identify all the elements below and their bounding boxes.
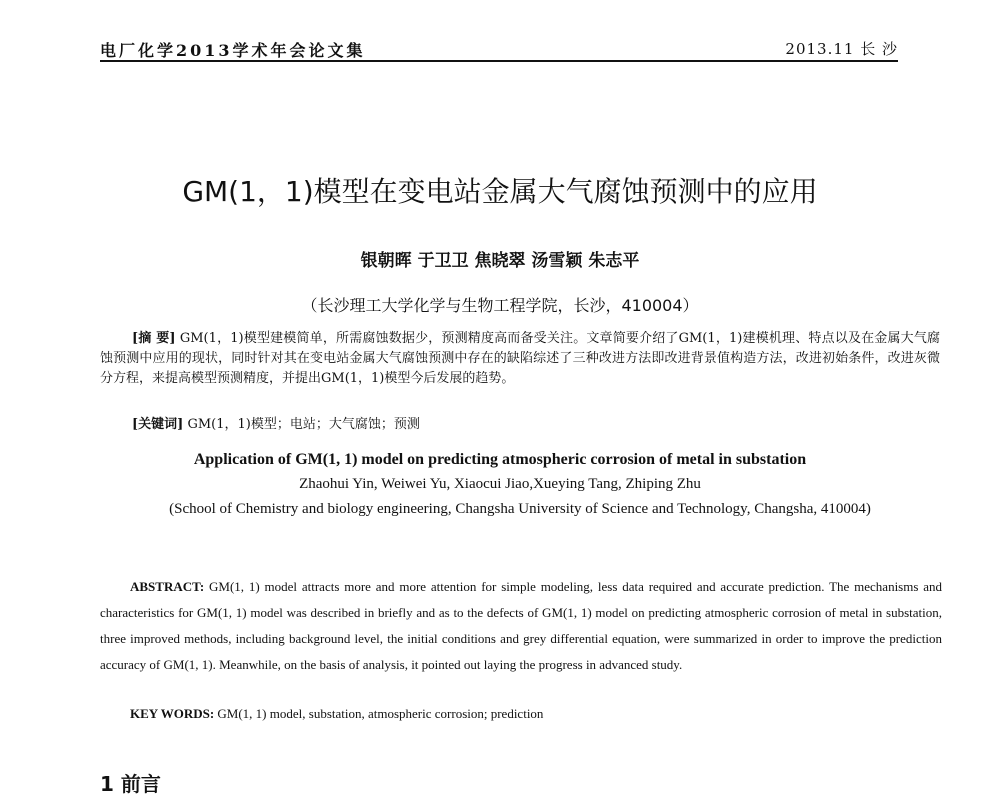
english-authors: Zhaohui Yin, Weiwei Yu, Xiaocui Jiao,Xueying Tang, Zhiping Zhu (299, 476, 701, 492)
journal-name: 电厂化学2013学术年会论文集 (100, 41, 366, 60)
keywords-text: GM(1，1)模型；电站；大气腐蚀；预测 (187, 417, 420, 432)
english-abstract-label: ABSTRACT: (130, 579, 205, 594)
english-title: Application of GM(1, 1) model on predicting atmospheric corrosion of metal in substation (193, 451, 807, 468)
paper-title: GM(1，1)模型在变电站金属大气腐蚀预测中的应用 (182, 175, 818, 208)
keywords-label: [关键词] (132, 417, 184, 432)
english-abstract (100, 574, 942, 678)
english-abstract-text: GM(1, 1) model attracts more and more attention for simple modeling, less data required and accurate prediction. The mechanisms and characteristics for GM(1, 1) model was described in briefly and as to the defects of GM(1, 1) model on predicting atmospheric corrosion of metal in substation, three improved methods, including background level, the initial conditions and grey differential equation, were summarized in order to improve the prediction accuracy of GM(1, 1). Meanwhile, on the basis of analysis, it pointed out laying the progress in advanced study. (100, 579, 943, 672)
header-rule (100, 60, 898, 62)
date-location: 2013.11 长 沙 (785, 40, 898, 58)
chinese-keywords (132, 413, 420, 432)
chinese-abstract (100, 329, 940, 389)
running-header (100, 38, 898, 66)
affiliation: （长沙理工大学化学与生物工程学院，长沙，410004） (301, 296, 699, 315)
abstract-label: [摘 要] (132, 331, 176, 346)
abstract-text: GM(1，1)模型建模简单，所需腐蚀数据少，预测精度高而备受关注。文章简要介绍了GM(1，1)建模机理、特点以及在金属大气腐蚀预测中应用的现状，同时针对其在变电站金属大气腐蚀预测中存在的缺陷综述了三种改进方法即改进背景值构造方法，改进初始条件，改进灰微分方程，来提高模型预测精度，并提出GM(1，1)模型今后发展的趋势。 (100, 331, 941, 386)
english-keywords-text: GM(1, 1) model, substation, atmospheric corrosion; prediction (217, 706, 544, 721)
author-list: 银朝晖 于卫卫 焦晓翠 汤雪颖 朱志平 (360, 251, 640, 271)
english-keywords (130, 706, 543, 722)
english-keywords-label: KEY WORDS: (130, 706, 215, 721)
section-heading: 1 前言 (100, 772, 161, 796)
english-affiliation: (School of Chemistry and biology engineering, Changsha University of Science and Technology, Changsha, 410004) (169, 501, 871, 517)
